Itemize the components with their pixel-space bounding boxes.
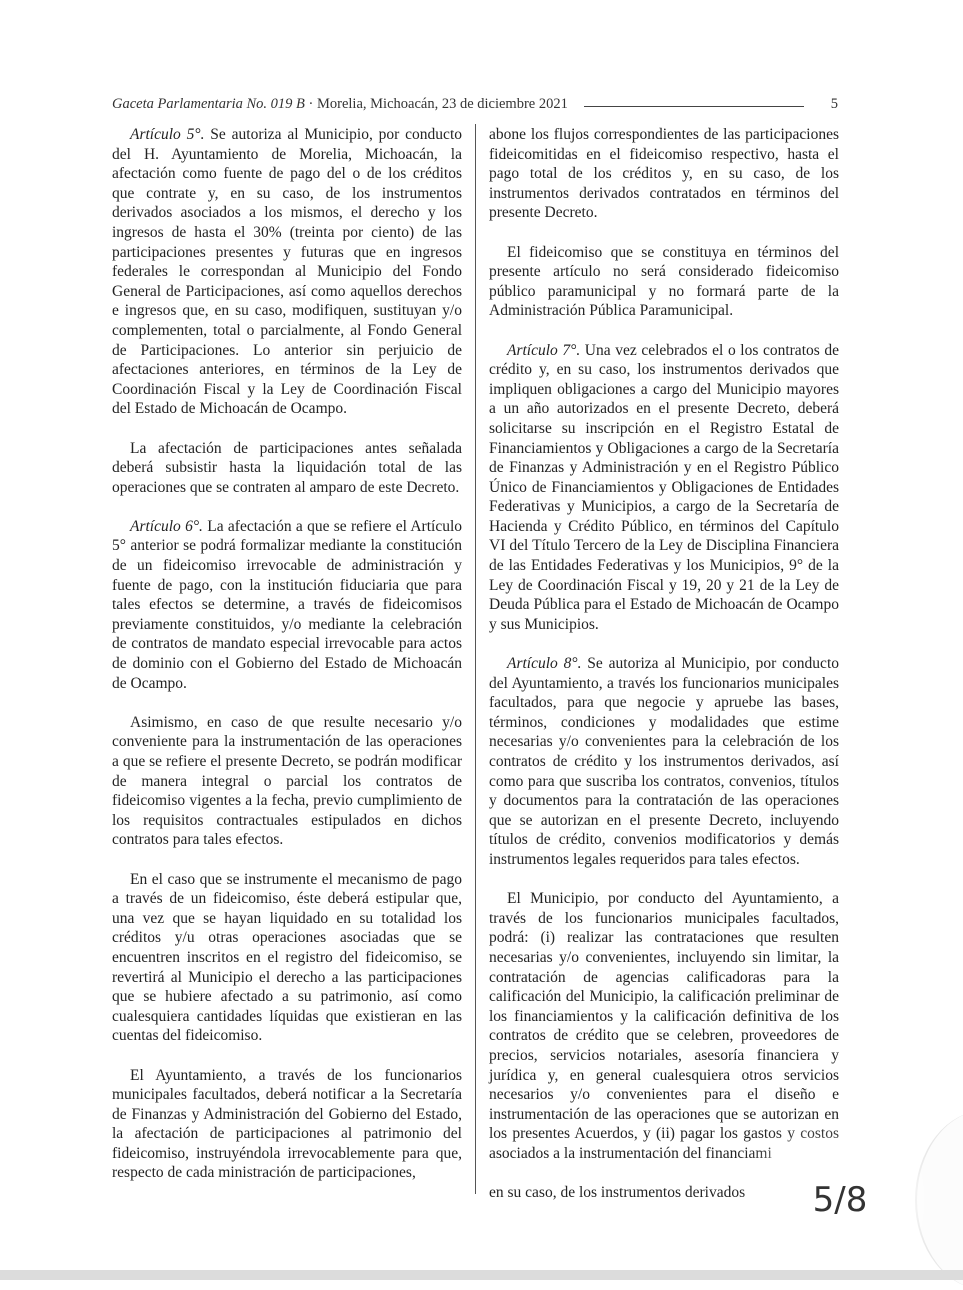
page-number: 5 [830,96,838,112]
article-8-paragraph: Artículo 8°. Se autoriza al Municipio, por conducto del Ayuntamiento, a través los funcionarios municipales facultados, para que negocie y apruebe las bases, términos, condiciones y modalidades que estime necesarias y/o convenientes para la celebración de los contratos de crédito y los instrumentos derivados, así como para que suscriba los contratos, convenios, títulos y documentos para la contratación de las operaciones que se autorizan en el presente Decreto, incluyendo títulos de crédito, convenios modificatorios y demás instrumentos legales requeridos para tales efectos. [489,655,839,868]
paragraph: Asimismo, en caso de que resulte necesario y/o conveniente para la instrumentación de las operaciones a que se refiere el presente Decreto, se podrán modificar de manera integral o parcial los contratos de fideicomiso vigentes a la fecha, previo cumplimiento de los requisitos contractuales estipulados en dichos contratos para tales efectos. [112,713,462,849]
paragraph: en su caso, de los instrumentos derivados [489,1184,746,1202]
paragraph: En el caso que se instrumente el mecanismo de pago a través de un fideicomiso, éste deberá estipular que, una vez que se hayan liquidado en su totalidad los créditos y/u otras operaciones asociadas que se encuentren inscritos en el registro del fideicomiso, se revertirá al Municipio el derecho a las participaciones que se hubiere afectado a su patrimonio, así como cualesquiera cantidades líquidas que existieran en las cuentas del fideicomiso. [112,870,462,1045]
paragraph-continuation: abone los flujos correspondientes de las participaciones fideicomitidas en el fideicomiso respectivo, hasta el pago total de los créditos y, en su caso, de los instrumentos derivados contratados en términos del presente Decreto. [489,126,839,222]
gazette-title: Gaceta Parlamentaria No. 019 B · Morelia, Michoacán, 23 de diciembre 2021 [112,96,568,112]
page-turn-handle[interactable] [915,1110,963,1290]
article-7-paragraph: Artículo 7°. Una vez celebrados el o los contratos de crédito y, en su caso, los instrumentos derivados que impliquen obligaciones a cargo del Municipio mayores a un año autorizados en el presente Decreto, deberá solicitarse su inscripción en el Registro Estatal de Financiamientos y Obligaciones a cargo de la Secretaría de Finanzas y Administración y en el Registro Público Único de Financiamientos y Obligaciones de Entidades Federativas y Municipios, a cargo de la Secretaría de Hacienda y Crédito Público, en términos del Capítulo VI del Título Tercero de la Ley de Disciplina Financiera de las Entidades Federativas y los Municipios, 9° de la Ley de Coordinación Fiscal y 19, 20 y 21 de la Ley de Deuda Pública para el Estado de Michoacán de Ocampo y sus Municipios. [489,341,839,633]
header-rule [584,106,804,107]
page-header [112,94,838,116]
article-5-label: Artículo 5°. [130,126,205,143]
article-6-label: Artículo 6°. [130,517,203,535]
right-column [489,125,839,1222]
paragraph: El fideicomiso que se constituya en términos del presente artículo no será considerado fideicomiso público paramunicipal y no formará parte de la Administración Pública Paramunicipal. [489,243,839,320]
paragraph: La afectación de participaciones antes señalada deberá subsistir hasta la liquidación total de las operaciones que se contraten al amparo de este Decreto. [112,439,462,496]
bottom-edge [0,1270,963,1280]
article-8-label: Artículo 8°. [507,655,582,673]
paragraph: El Municipio, por conducto del Ayuntamiento, a través de los funcionarios municipales facultados, podrá: (i) realizar las contrataciones que resulten necesarias y/o convenientes, incluyendo sin limitar, la contratación de agencias calificadoras para la calificación del Municipio, la calificación preliminar de los financiamientos y la calificación definitiva de los contratos de crédito que se celebren, proveedores de precios, servicios notariales, asesoría financiera y jurídica y, en general cualesquiera otros servicios necesarios y/o convenientes para el diseño e instrumentación de las operaciones que se autorizan en los presentes Acuerdos, y (ii) pagar los gastos y costos asociados a la instrumentación del financiami [489,890,839,1162]
article-5-paragraph: Artículo 5°. Se autoriza al Municipio, por conducto del H. Ayuntamiento de Morelia, Michoacán, la afectación como fuente de pago del o de los créditos que contrate y, en su caso, de los instrumentos derivados asociados a los mismos, el derecho y los ingresos de hasta el 30% (treinta por ciento) de las participaciones presentes y futuras que en ingresos federales le correspondan al Municipio del Fondo General de Participaciones, así como aquellos derechos e ingresos que, en su caso, modifiquen, sustituyan y/o complementen, total o parcialmente, al Fondo General de Participaciones. Lo anterior sin perjuicio de afectaciones anteriores, en términos de la Ley de Coordinación Fiscal y la Ley de Coordinación Fiscal del Estado de Michoacán de Ocampo. [112,126,462,418]
article-7-label: Artículo 7°. [507,341,581,359]
column-divider [475,124,476,1194]
left-column [112,125,462,1203]
paragraph: El Ayuntamiento, a través de los funcionarios municipales facultados, deberá notificar a la Secretaría de Finanzas y Administración del Gobierno del Estado, la afectación de participaciones al patrimonio del fideicomiso, instruyéndola irrevocablemente para que, respecto de cada ministración de participaciones, [112,1066,462,1182]
article-6-paragraph: Artículo 6°. La afectación a que se refiere el Artículo 5° anterior se podrá formalizar mediante la constitución de un fideicomiso irrevocable de administración y fuente de pago, con la institución fiduciaria que para tales efectos se determine, a través de fideicomisos previamente constituidos, y/o mediante la celebración de contratos de mandato especial irrevocable para actos de dominio con el Gobierno del Estado de Michoacán de Ocampo. [112,517,463,692]
page-indicator: 5/8 [775,1160,905,1240]
